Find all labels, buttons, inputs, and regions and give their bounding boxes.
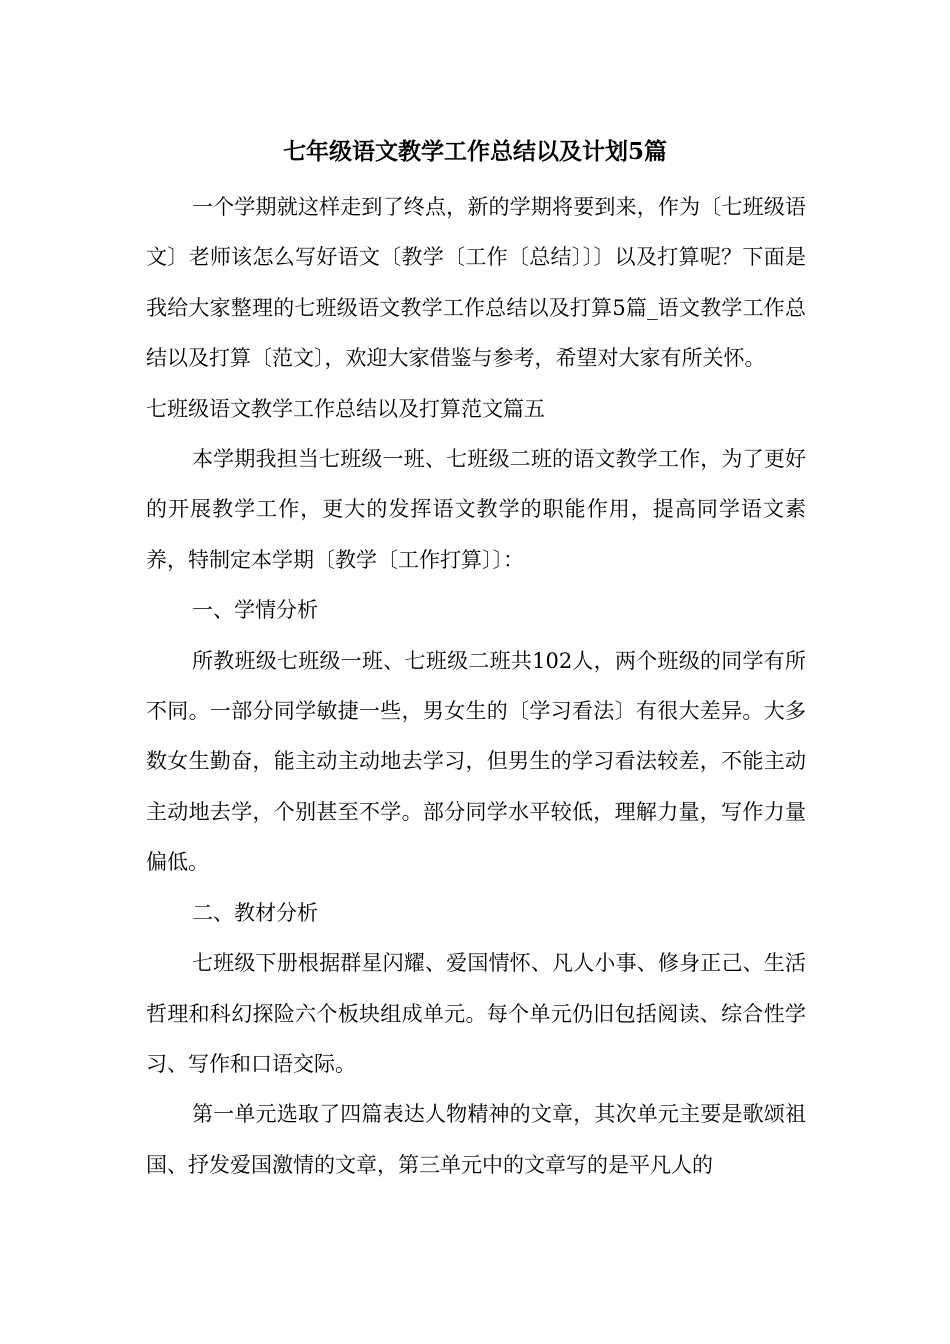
intro-paragraph: 一个学期就这样走到了终点，新的学期将要到来，作为〔七班级语文〕老师该怎么写好语文〔教学〔工作〔总结〕〕〕以及打算呢？下面是我给大家整理的七班级语文教学工作总结以及打算5篇_语文教学工作总结以及打算〔范文〕，欢迎大家借鉴与参考，希望对大家有所关怀。 — [146, 195, 806, 371]
textbook-analysis-paragraph: 七班级下册根据群星闪耀、爱国情怀、凡人小事、修身正己、生活哲理和科幻探险六个板块组成单元。每个单元仍旧包括阅读、综合性学习、写作和口语交际。 — [146, 951, 806, 1076]
document-body — [146, 182, 806, 1190]
plan-intro-paragraph: 本学期我担当七班级一班、七班级二班的语文教学工作，为了更好的开展教学工作，更大的发挥语文教学的职能作用，提高同学语文素养，特制定本学期〔教学〔工作打算〕〕： — [146, 447, 806, 572]
document-title: 七年级语文教学工作总结以及计划5篇 — [282, 138, 667, 165]
student-analysis-paragraph: 所教班级七班级一班、七班级二班共102人，两个班级的同学有所不同。一部分同学敏捷一些，男女生的〔学习看法〕有很大差异。大多数女生勤奋，能主动主动地去学习，但男生的学习看法较差，不能主动主动地去学，个别甚至不学。部分同学水平较低，理解力量，写作力量偏低。 — [146, 648, 806, 875]
unit-description-paragraph: 第一单元选取了四篇表达人物精神的文章，其次单元主要是歌颂祖国、抒发爱国激情的文章，第三单元中的文章写的是平凡人的 — [146, 1102, 806, 1177]
subheading-textbook-analysis: 二、教材分析 — [192, 900, 318, 925]
subheading-student-analysis: 一、学情分析 — [192, 598, 318, 623]
section-heading: 七班级语文教学工作总结以及打算范文篇五 — [146, 396, 545, 421]
